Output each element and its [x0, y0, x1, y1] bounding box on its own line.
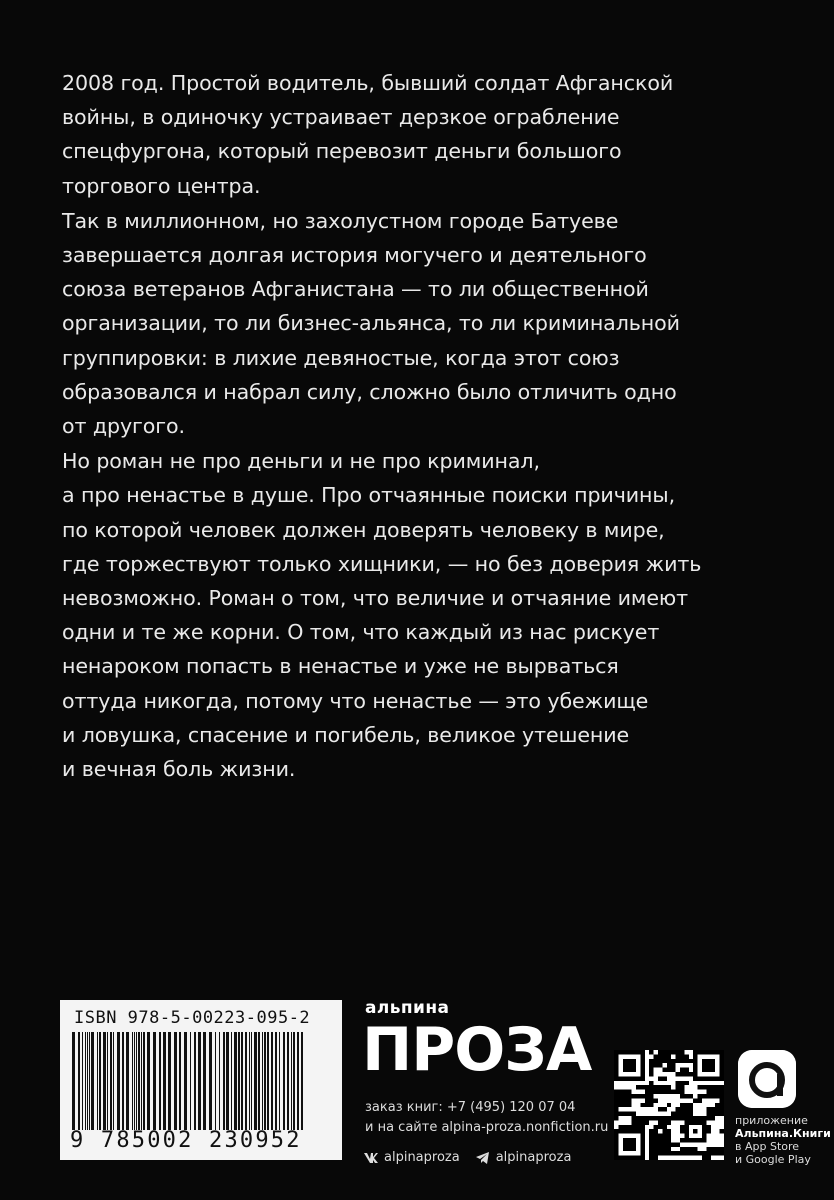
text-line: образовался и набрал силу, сложно было отличить одно — [62, 379, 677, 404]
barcode-bars — [72, 1032, 332, 1130]
text-line: войны, в одиночку устраивает дерзкое ограбление — [62, 105, 620, 130]
alpina-app-logo — [738, 1050, 796, 1108]
order-site: и на сайте alpina-proza.nonfiction.ru — [365, 1120, 609, 1135]
text-line: а про ненастье в душе. Про отчаянные поиски причины, — [62, 483, 676, 508]
barcode-bar — [209, 1032, 212, 1130]
publisher-logo-text: ПРОЗА — [362, 1015, 592, 1085]
text-line: торгового центра. — [62, 173, 261, 198]
barcode-bar — [291, 1032, 292, 1130]
barcode-bar — [136, 1032, 137, 1130]
paragraph-3 — [62, 444, 762, 786]
qr-code — [614, 1050, 724, 1160]
barcode-bar — [143, 1032, 145, 1130]
barcode-bar — [99, 1032, 101, 1130]
barcode-bar — [147, 1032, 150, 1130]
barcode-bar — [267, 1032, 269, 1130]
text-line: и вечная боль жизни. — [62, 757, 296, 782]
social-links — [364, 1150, 571, 1165]
barcode-bar — [134, 1032, 135, 1130]
barcode-bar — [110, 1032, 112, 1130]
barcode-bar — [223, 1032, 225, 1130]
text-line: завершается долгая история могучего и деятельного — [62, 243, 647, 268]
barcode-bar — [219, 1032, 220, 1130]
barcode-bar — [85, 1032, 86, 1130]
barcode-bar — [87, 1032, 88, 1130]
barcode-bar — [275, 1032, 277, 1130]
barcode-bar — [215, 1032, 216, 1130]
barcode-bar — [184, 1032, 187, 1130]
app-promo-line: приложение — [735, 1114, 808, 1127]
barcode-bar — [262, 1032, 263, 1130]
barcode-bar — [117, 1032, 120, 1130]
barcode-bar — [203, 1032, 206, 1130]
barcode-bar — [293, 1032, 295, 1130]
barcode-bar — [107, 1032, 108, 1130]
barcode-bar — [78, 1032, 80, 1130]
text-line: ненароком попасть в ненастье и уже не вырваться — [62, 654, 619, 679]
barcode-bar — [283, 1032, 285, 1130]
app-promo-name: Альпина.Книги — [735, 1127, 831, 1140]
paragraph-1 — [62, 66, 762, 203]
order-phone: заказ книг: +7 (495) 120 07 04 — [365, 1100, 576, 1115]
text-line: где торжествуют только хищники, — но без доверия жить — [62, 551, 702, 576]
barcode-bar — [241, 1032, 243, 1130]
barcode-bar — [122, 1032, 124, 1130]
barcode-bar — [226, 1032, 229, 1130]
app-promo — [735, 1114, 831, 1166]
barcode-bar — [271, 1032, 273, 1130]
barcode-bar — [132, 1032, 133, 1130]
barcode-bar — [72, 1032, 75, 1130]
text-line: организации, то ли бизнес-альянса, то ли криминальной — [62, 311, 680, 336]
barcode-bar — [297, 1032, 299, 1130]
barcode-bar — [82, 1032, 83, 1130]
barcode-bar — [113, 1032, 114, 1130]
text-line: оттуда никогда, потому что ненастье — это убежище — [62, 688, 649, 713]
barcode-bar — [198, 1032, 201, 1130]
text-line: и ловушка, спасение и погибель, великое утешение — [62, 722, 630, 747]
barcode-bar — [287, 1032, 289, 1130]
barcode-bar — [234, 1032, 237, 1130]
barcode-bar — [231, 1032, 232, 1130]
isbn-label: ISBN 978-5-00223-095-2 — [74, 1008, 311, 1028]
barcode-bar — [279, 1032, 280, 1130]
barcode-bar — [168, 1032, 171, 1130]
app-promo-line: в App Store — [735, 1140, 800, 1153]
publisher-name-small: альпина — [365, 998, 450, 1018]
vk-handle[interactable]: alpinaproza — [384, 1150, 460, 1165]
barcode-bar — [245, 1032, 247, 1130]
barcode-bar — [301, 1032, 303, 1130]
barcode-bar — [194, 1032, 196, 1130]
barcode-bar — [249, 1032, 250, 1130]
barcode-bar — [190, 1032, 191, 1130]
app-promo-line: и Google Play — [735, 1153, 811, 1166]
text-line: невозможно. Роман о том, что величие и отчаяние имеют — [62, 586, 689, 611]
barcode-bar — [163, 1032, 166, 1130]
barcode-bar — [264, 1032, 266, 1130]
barcode-bar — [138, 1032, 140, 1130]
text-line: группировки: в лихие девяностые, когда этот союз — [62, 345, 620, 370]
barcode-bar — [179, 1032, 181, 1130]
barcode-bar — [103, 1032, 106, 1130]
barcode-bar — [91, 1032, 94, 1130]
barcode-bar — [141, 1032, 142, 1130]
barcode-bar — [89, 1032, 90, 1130]
barcode-bar — [97, 1032, 98, 1130]
barcode-bar — [153, 1032, 156, 1130]
text-line: спецфургона, который перевозит деньги большого — [62, 139, 622, 164]
barcode-bar — [238, 1032, 240, 1130]
text-line: от другого. — [62, 414, 185, 439]
text-line: одни и те же корни. О том, что каждый из нас рискует — [62, 620, 660, 645]
annotation-text — [62, 66, 762, 787]
text-line: Но роман не про деньги и не про криминал, — [62, 449, 540, 474]
telegram-handle[interactable]: alpinaproza — [495, 1150, 572, 1165]
barcode-bar — [251, 1032, 252, 1130]
barcode-bar — [258, 1032, 260, 1130]
barcode-bar — [159, 1032, 161, 1130]
barcode — [60, 1000, 342, 1160]
text-line: 2008 год. Простой водитель, бывший солдат Афганской — [62, 71, 674, 95]
barcode-bar — [254, 1032, 257, 1130]
barcode-digits: 9 785002 230952 — [70, 1128, 302, 1153]
vk-icon — [364, 1152, 378, 1164]
barcode-bar — [174, 1032, 177, 1130]
barcode-bar — [126, 1032, 129, 1130]
telegram-icon — [476, 1152, 490, 1164]
text-line: союза ветеранов Афганистана — то ли общественной — [62, 277, 649, 302]
text-line: Так в миллионном, но захолустном городе Батуеве — [62, 208, 619, 233]
text-line: по которой человек должен доверять человеку в мире, — [62, 517, 665, 542]
paragraph-2 — [62, 204, 762, 443]
